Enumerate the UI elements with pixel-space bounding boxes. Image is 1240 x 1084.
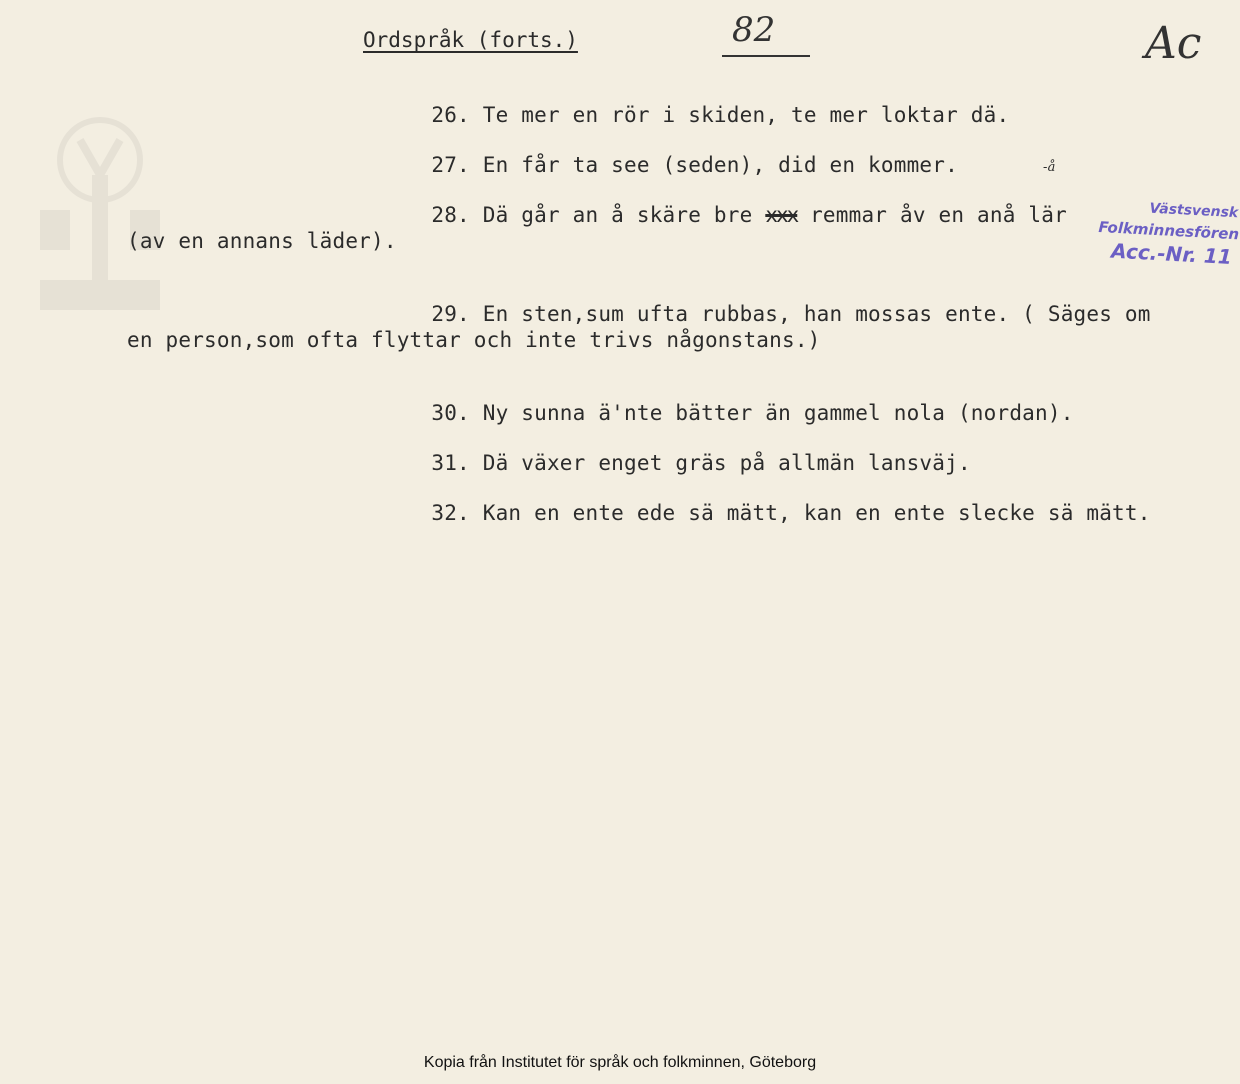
- stamp-line-3: Acc.-Nr. 11: [1110, 238, 1233, 269]
- copy-notice-footer: Kopia från Institutet för språk och folkminnen, Göteborg: [423, 1054, 817, 1071]
- proverb-28-continuation: (av en annans läder).: [127, 229, 397, 253]
- handwritten-annotation: Ac: [1145, 18, 1202, 69]
- proverb-number: 32.: [431, 501, 470, 525]
- proverb-text-after: remmar åv en anå lär: [797, 203, 1067, 227]
- page-number-underline: [722, 55, 810, 57]
- proverb-28: [380, 179, 1067, 251]
- proverb-number: 31.: [431, 451, 470, 475]
- proverb-text: Dä växer enget gräs på allmän lansväj.: [482, 451, 971, 475]
- proverb-number: 27.: [431, 153, 470, 177]
- proverb-text-before: Dä går an å skäre bre: [482, 203, 766, 227]
- proverb-number: 30.: [431, 401, 470, 425]
- proverb-text: Ny sunna ä'nte bätter än gammel nola (nordan).: [482, 401, 1074, 425]
- watermark-emblem: [30, 100, 170, 330]
- stamp-line-2: Folkminnesfören: [1098, 217, 1240, 244]
- proverb-text: Te mer en rör i skiden, te mer loktar dä.: [482, 103, 1010, 127]
- page-heading: Ordspråk (forts.): [363, 28, 578, 52]
- proverb-number: 28.: [431, 203, 470, 227]
- proverb-32: [380, 477, 1151, 549]
- stamp-line-1: Västsvensk: [1149, 200, 1239, 222]
- proverb-text: En sten,sum ufta rubbas, han mossas ente. ( Säges om: [482, 302, 1151, 326]
- proverb-number: 26.: [431, 103, 470, 127]
- proverb-text: Kan en ente ede sä mätt, kan en ente slecke sä mätt.: [482, 501, 1151, 525]
- struck-out-text: xxx: [765, 203, 798, 227]
- proverb-text: En får ta see (seden), did en kommer.: [482, 153, 958, 177]
- proverb-number: 29.: [431, 302, 470, 326]
- proverb-29-continuation: en person,som ofta flyttar och inte trivs någonstans.): [127, 328, 821, 352]
- archive-stamp: [1097, 198, 1240, 269]
- handwritten-insertion: -å: [1043, 160, 1056, 175]
- page-number: 82: [732, 10, 776, 50]
